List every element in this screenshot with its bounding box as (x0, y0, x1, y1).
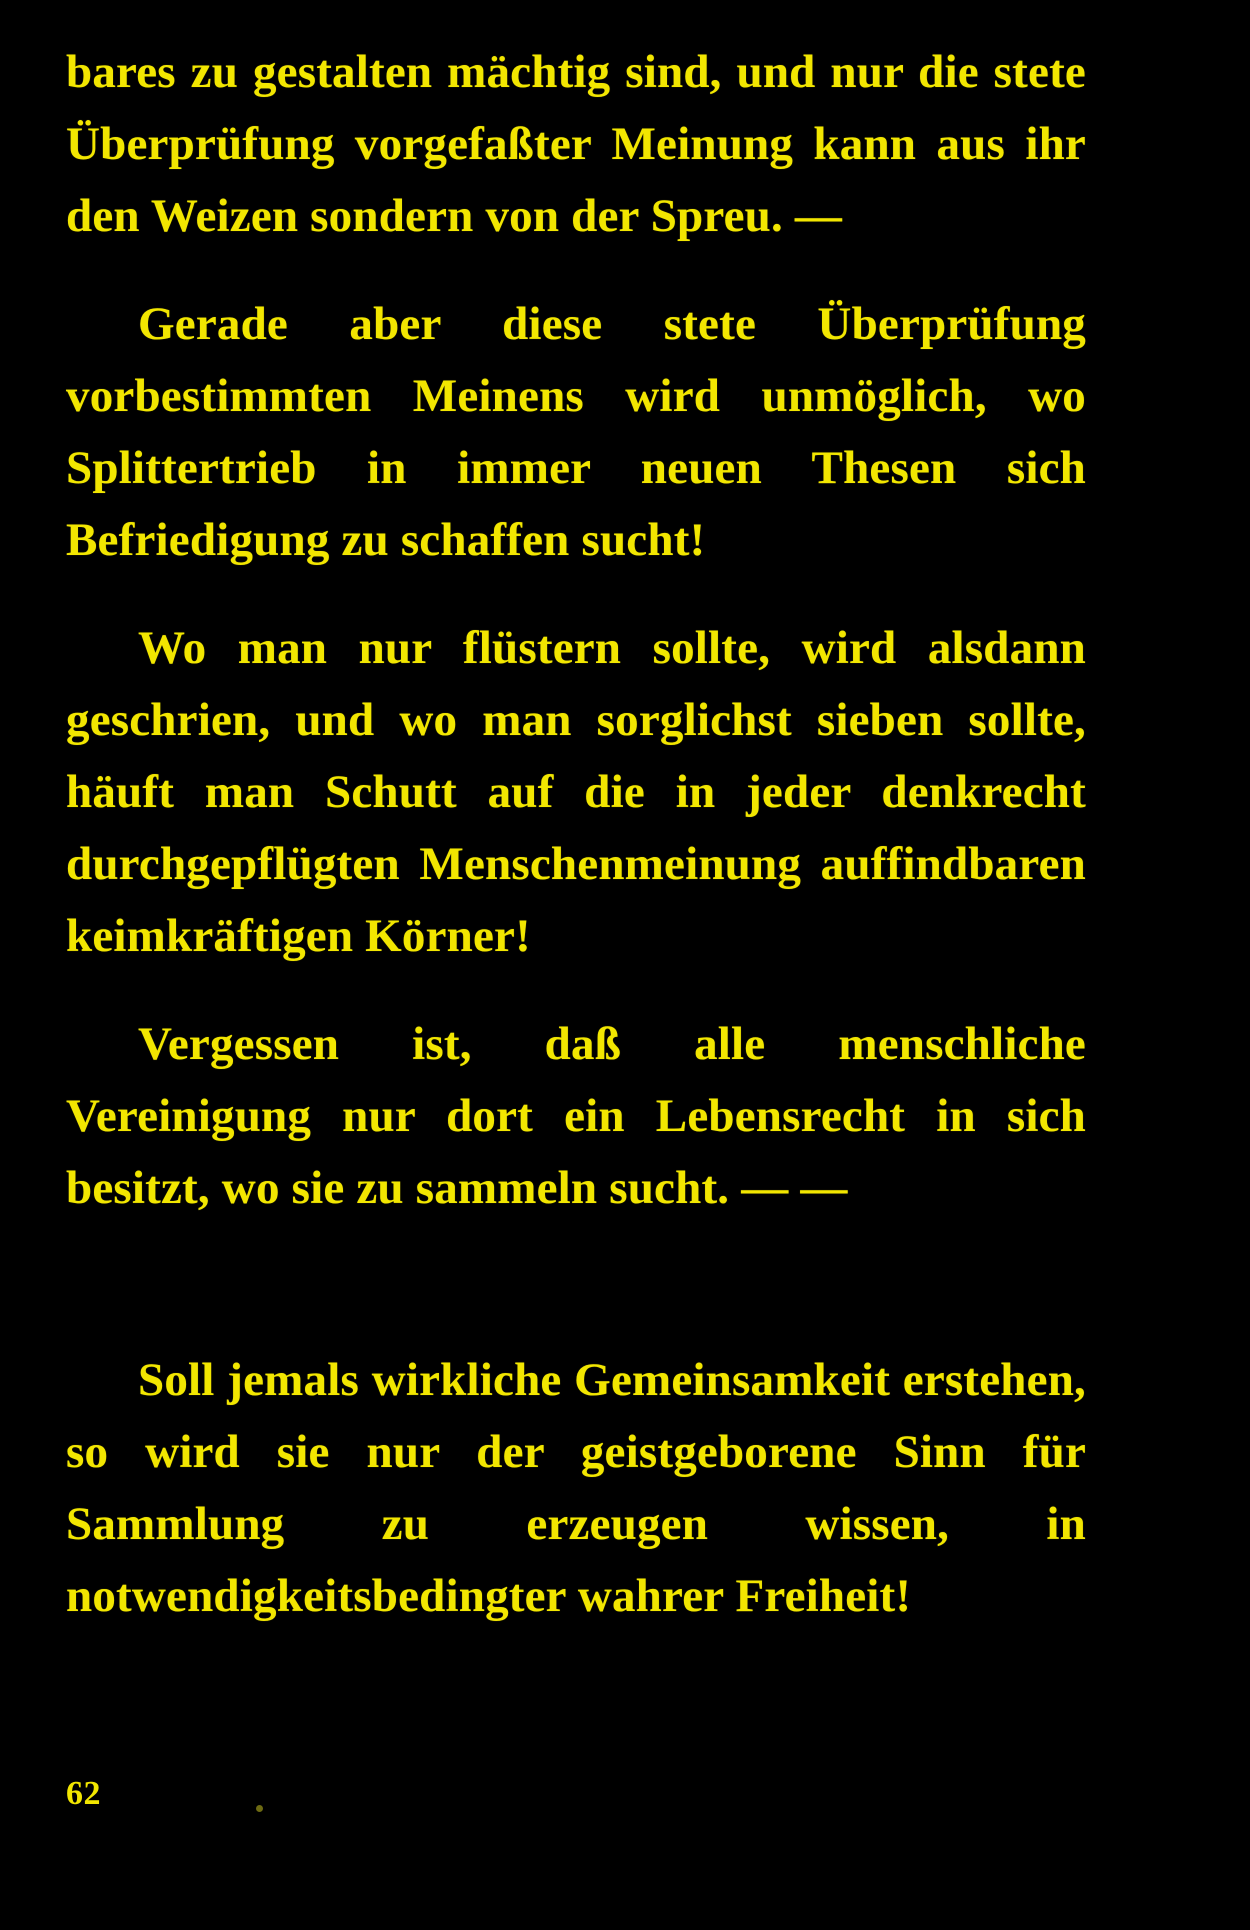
paragraph-3: Wo man nur flüstern sollte, wird alsdann geschrien, und wo man sorglichst sieben sollte, häuft man Schutt auf die in jeder denkrecht durchgepflügten Menschenmeinung auffindbaren keimkräftigen Körner! (66, 622, 1086, 962)
paragraph-2: Gerade aber diese stete Überprüfung vorbestimmten Meinens wird unmöglich, wo Splittertrieb in immer neuen Thesen sich Befriedigung zu schaffen sucht! (66, 298, 1086, 566)
section-spacer (66, 1224, 1086, 1344)
paragraph-spacer (66, 252, 1086, 288)
paragraph-spacer (66, 576, 1086, 612)
paragraph-1: bares zu gestalten mächtig sind, und nur die stete Überprüfung vorgefaßter Meinung kann aus ihr den Weizen sondern von der Spreu. — (66, 46, 1086, 242)
paragraph-spacer (66, 972, 1086, 1008)
ink-speck (256, 1805, 263, 1812)
paragraph-4: Vergessen ist, daß alle menschliche Vereinigung nur dort ein Lebensrecht in sich besitzt, wo sie zu sammeln sucht. — — (66, 1018, 1086, 1214)
text-column (66, 36, 1086, 1632)
page-number: 62 (66, 1775, 101, 1812)
paragraph-5: Soll jemals wirkliche Gemeinsamkeit erstehen, so wird sie nur der geistgeborene Sinn für Sammlung zu erzeugen wissen, in notwendigkeitsbedingter wahrer Freiheit! (66, 1354, 1086, 1622)
